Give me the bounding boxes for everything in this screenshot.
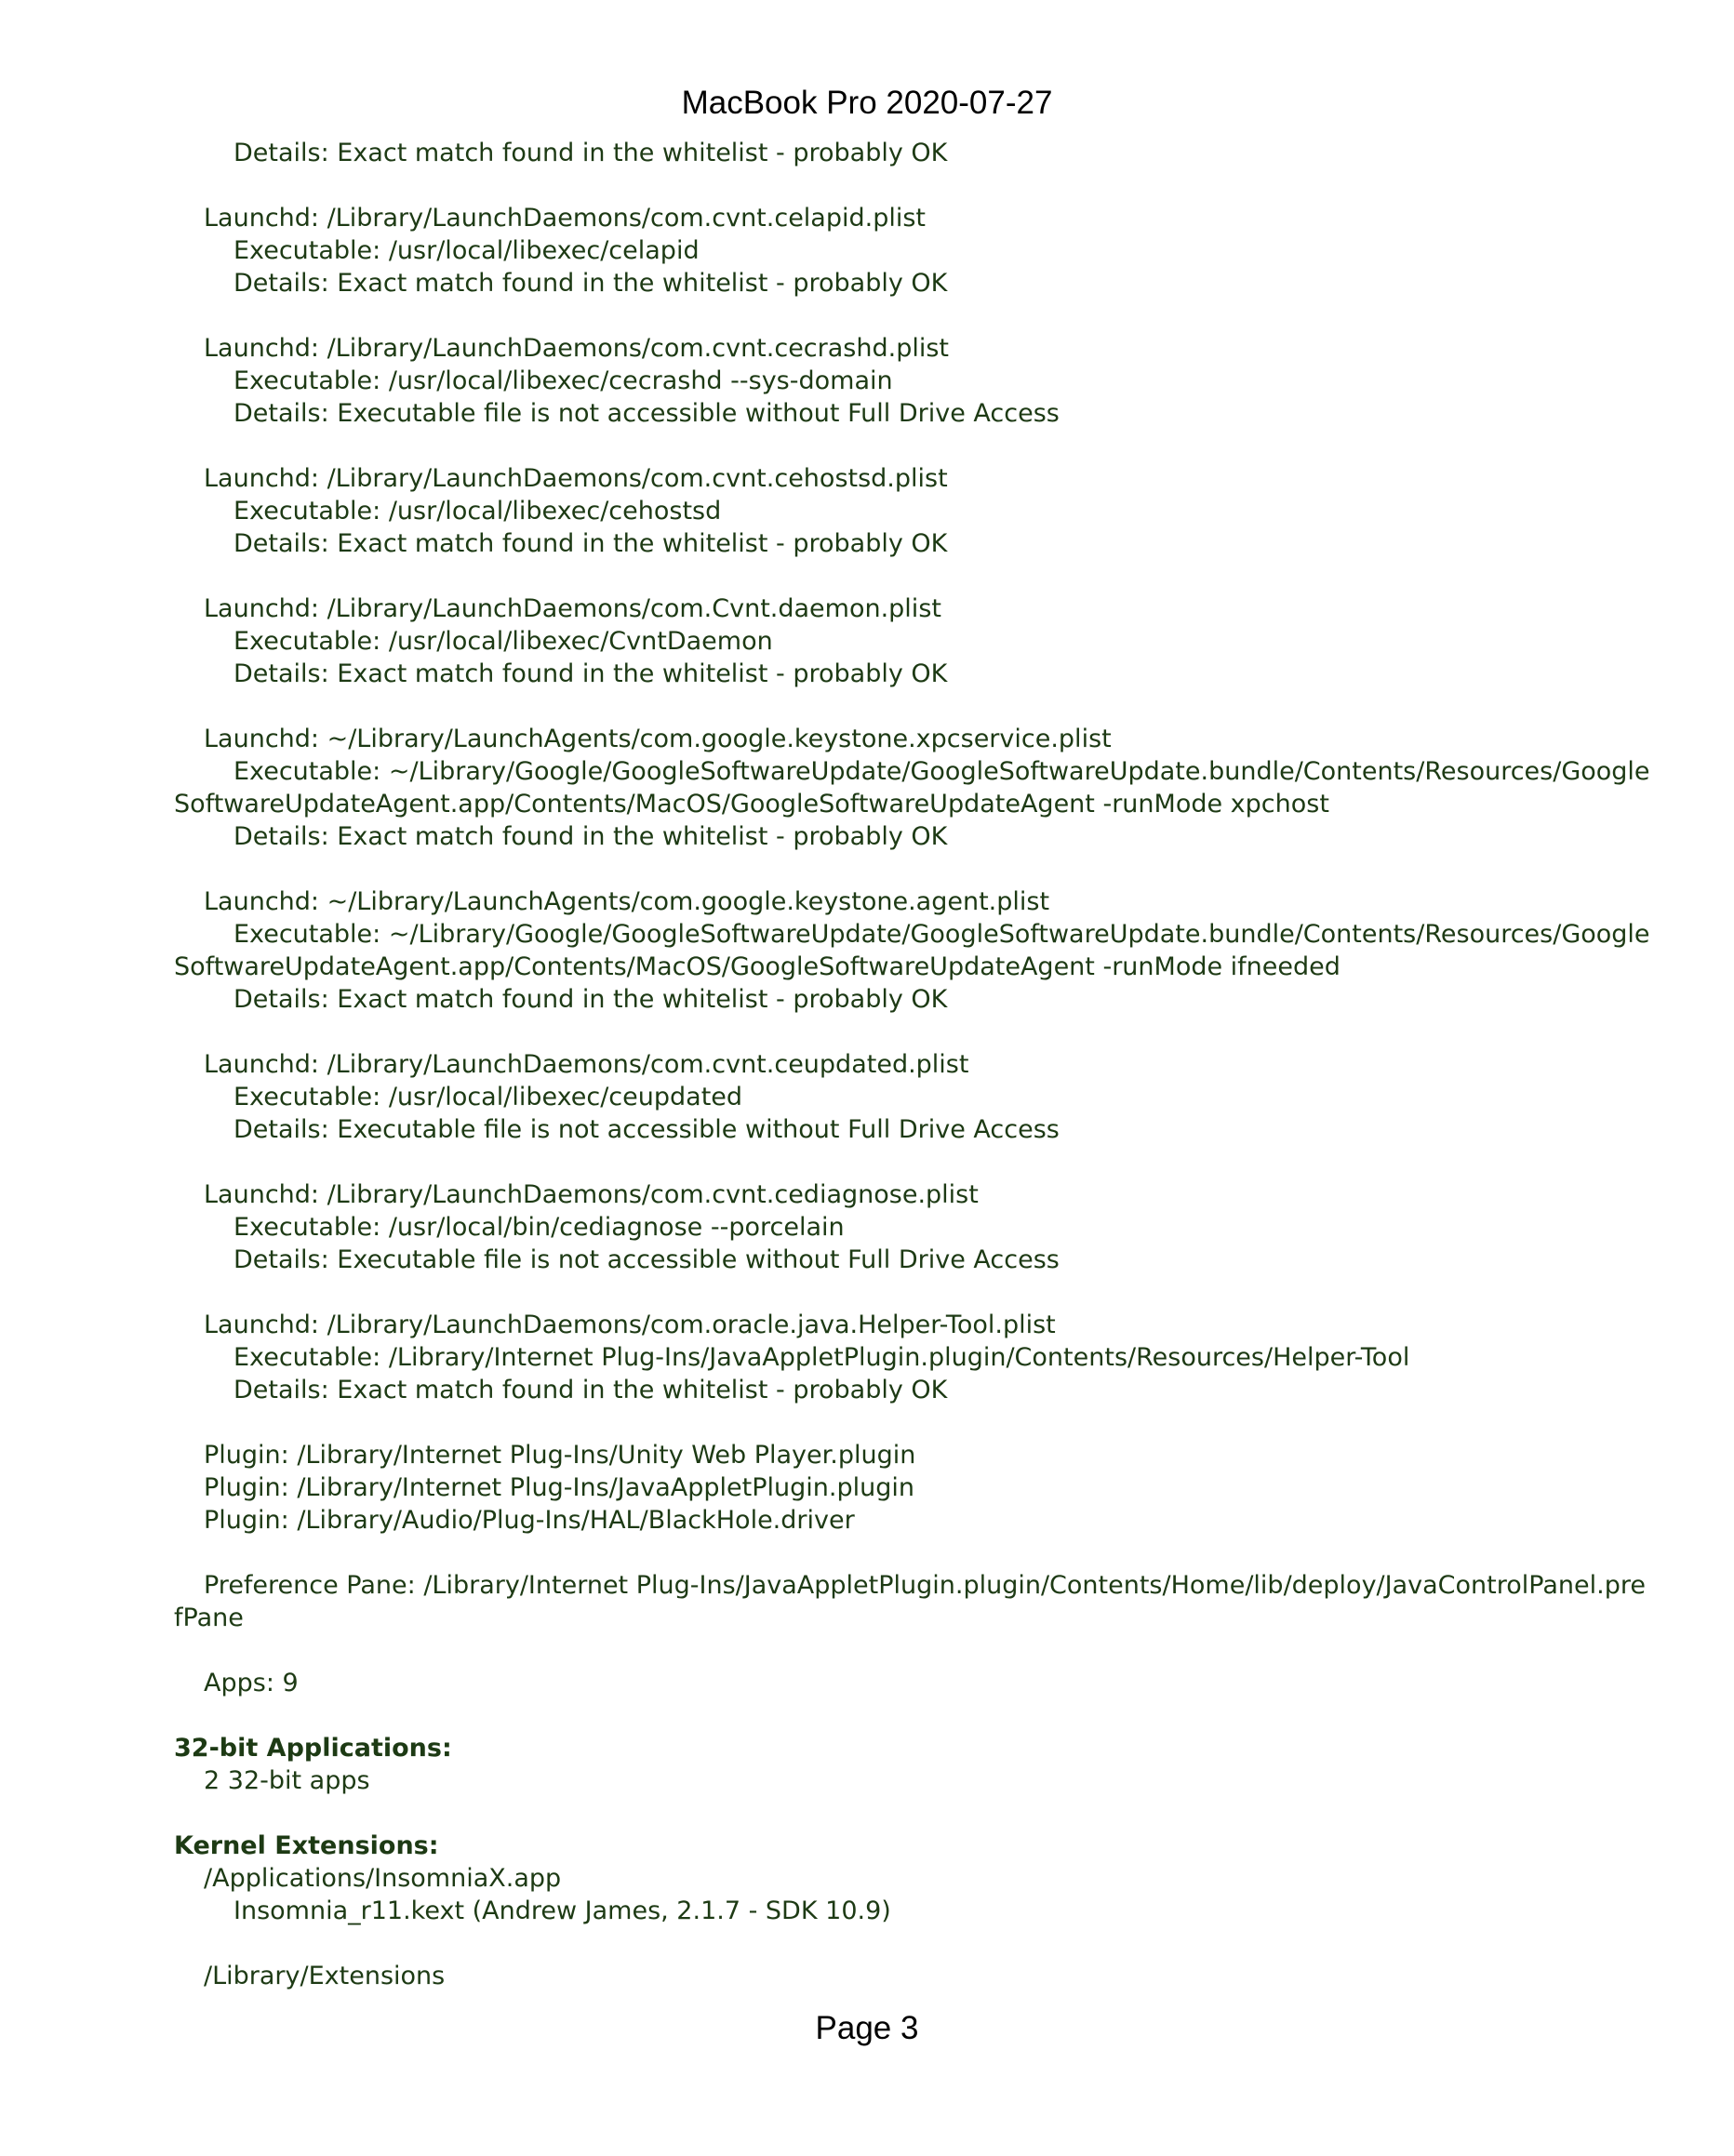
- report-line: Plugin: /Library/Internet Plug-Ins/Unity Web Player.plugin: [204, 1441, 916, 1470]
- report-line: Executable: /usr/local/bin/cediagnose --porcelain: [233, 1213, 845, 1242]
- report-line: Details: Exact match found in the whitelist - probably OK: [233, 529, 948, 558]
- report-line: Insomnia_r11.kext (Andrew James, 2.1.7 - SDK 10.9): [233, 1896, 891, 1925]
- report-line: fPane: [174, 1604, 244, 1632]
- report-line: Launchd: /Library/LaunchDaemons/com.cvnt.celapid.plist: [204, 204, 927, 233]
- section-heading: Kernel Extensions:: [174, 1831, 439, 1860]
- report-line: Executable: /usr/local/libexec/cecrashd --sys-domain: [233, 366, 893, 395]
- blank-line: [174, 299, 1634, 332]
- report-line: Launchd: /Library/LaunchDaemons/com.cvnt.cediagnose.plist: [204, 1180, 979, 1209]
- report-line: Details: Exact match found in the whitelist - probably OK: [233, 659, 948, 688]
- section-heading: 32-bit Applications:: [174, 1734, 452, 1763]
- blank-line: [174, 430, 1634, 462]
- report-line: Details: Exact match found in the whitelist - probably OK: [233, 269, 948, 298]
- report-line: Preference Pane: /Library/Internet Plug-Ins/JavaAppletPlugin.plugin/Contents/Home/lib/deploy/JavaControlPanel.pre: [204, 1571, 1646, 1600]
- report-line: Executable: ~/Library/Google/GoogleSoftwareUpdate/GoogleSoftwareUpdate.bundle/Contents/Resources/Google: [233, 757, 1650, 786]
- report-line: Details: Executable file is not accessible without Full Drive Access: [233, 399, 1060, 428]
- blank-line: [174, 1406, 1634, 1439]
- blank-line: [174, 560, 1634, 592]
- report-line: Executable: /usr/local/libexec/CvntDaemon: [233, 627, 773, 656]
- report-line: Details: Exact match found in the whitelist - probably OK: [233, 822, 948, 851]
- report-body: [174, 137, 1650, 1992]
- report-line: Launchd: /Library/LaunchDaemons/com.cvnt.ceupdated.plist: [204, 1050, 969, 1079]
- report-line: Details: Exact match found in the whitelist - probably OK: [233, 139, 948, 167]
- blank-line: [174, 1016, 1634, 1048]
- report-line: Details: Exact match found in the whitelist - probably OK: [233, 985, 948, 1014]
- report-line: Executable: /usr/local/libexec/ceupdated: [233, 1083, 743, 1111]
- report-line: Details: Executable file is not accessible without Full Drive Access: [233, 1245, 1060, 1274]
- report-line: Plugin: /Library/Audio/Plug-Ins/HAL/BlackHole.driver: [204, 1506, 855, 1535]
- report-line: 2 32-bit apps: [204, 1766, 370, 1795]
- blank-line: [174, 1634, 1634, 1667]
- report-line: Apps: 9: [204, 1669, 299, 1697]
- report-line: Executable: /usr/local/libexec/celapid: [233, 236, 700, 265]
- report-line: Details: Executable file is not accessible without Full Drive Access: [233, 1115, 1060, 1144]
- blank-line: [174, 1537, 1634, 1569]
- report-line: Launchd: /Library/LaunchDaemons/com.oracle.java.Helper-Tool.plist: [204, 1311, 1056, 1339]
- report-line: Details: Exact match found in the whitelist - probably OK: [233, 1376, 948, 1404]
- blank-line: [174, 1146, 1634, 1178]
- report-line: Launchd: /Library/LaunchDaemons/com.cvnt.cecrashd.plist: [204, 334, 949, 363]
- report-line: /Applications/InsomniaX.app: [204, 1864, 562, 1893]
- report-line: Launchd: /Library/LaunchDaemons/com.cvnt.cehostsd.plist: [204, 464, 948, 493]
- report-line: SoftwareUpdateAgent.app/Contents/MacOS/GoogleSoftwareUpdateAgent -runMode ifneeded: [174, 952, 1341, 981]
- report-line: SoftwareUpdateAgent.app/Contents/MacOS/GoogleSoftwareUpdateAgent -runMode xpchost: [174, 790, 1329, 818]
- blank-line: [174, 1276, 1634, 1309]
- report-line: /Library/Extensions: [204, 1962, 446, 1990]
- blank-line: [174, 853, 1634, 885]
- report-line: Launchd: /Library/LaunchDaemons/com.Cvnt.daemon.plist: [204, 594, 941, 623]
- report-line: Executable: /Library/Internet Plug-Ins/JavaAppletPlugin.plugin/Contents/Resources/Helper-Tool: [233, 1343, 1410, 1372]
- report-line: Plugin: /Library/Internet Plug-Ins/JavaAppletPlugin.plugin: [204, 1473, 914, 1502]
- report-line: Launchd: ~/Library/LaunchAgents/com.google.keystone.xpcservice.plist: [204, 725, 1112, 753]
- report-line: Executable: /usr/local/libexec/cehostsd: [233, 497, 722, 526]
- blank-line: [174, 1797, 1634, 1830]
- page-number: Page 3: [815, 2010, 919, 2046]
- page-header-title: MacBook Pro 2020-07-27: [681, 85, 1053, 121]
- blank-line: [174, 169, 1634, 202]
- report-line: Launchd: ~/Library/LaunchAgents/com.google.keystone.agent.plist: [204, 887, 1050, 916]
- blank-line: [174, 690, 1634, 723]
- report-line: Executable: ~/Library/Google/GoogleSoftwareUpdate/GoogleSoftwareUpdate.bundle/Contents/Resources/Google: [233, 920, 1650, 949]
- blank-line: [174, 1699, 1634, 1732]
- blank-line: [174, 1927, 1634, 1960]
